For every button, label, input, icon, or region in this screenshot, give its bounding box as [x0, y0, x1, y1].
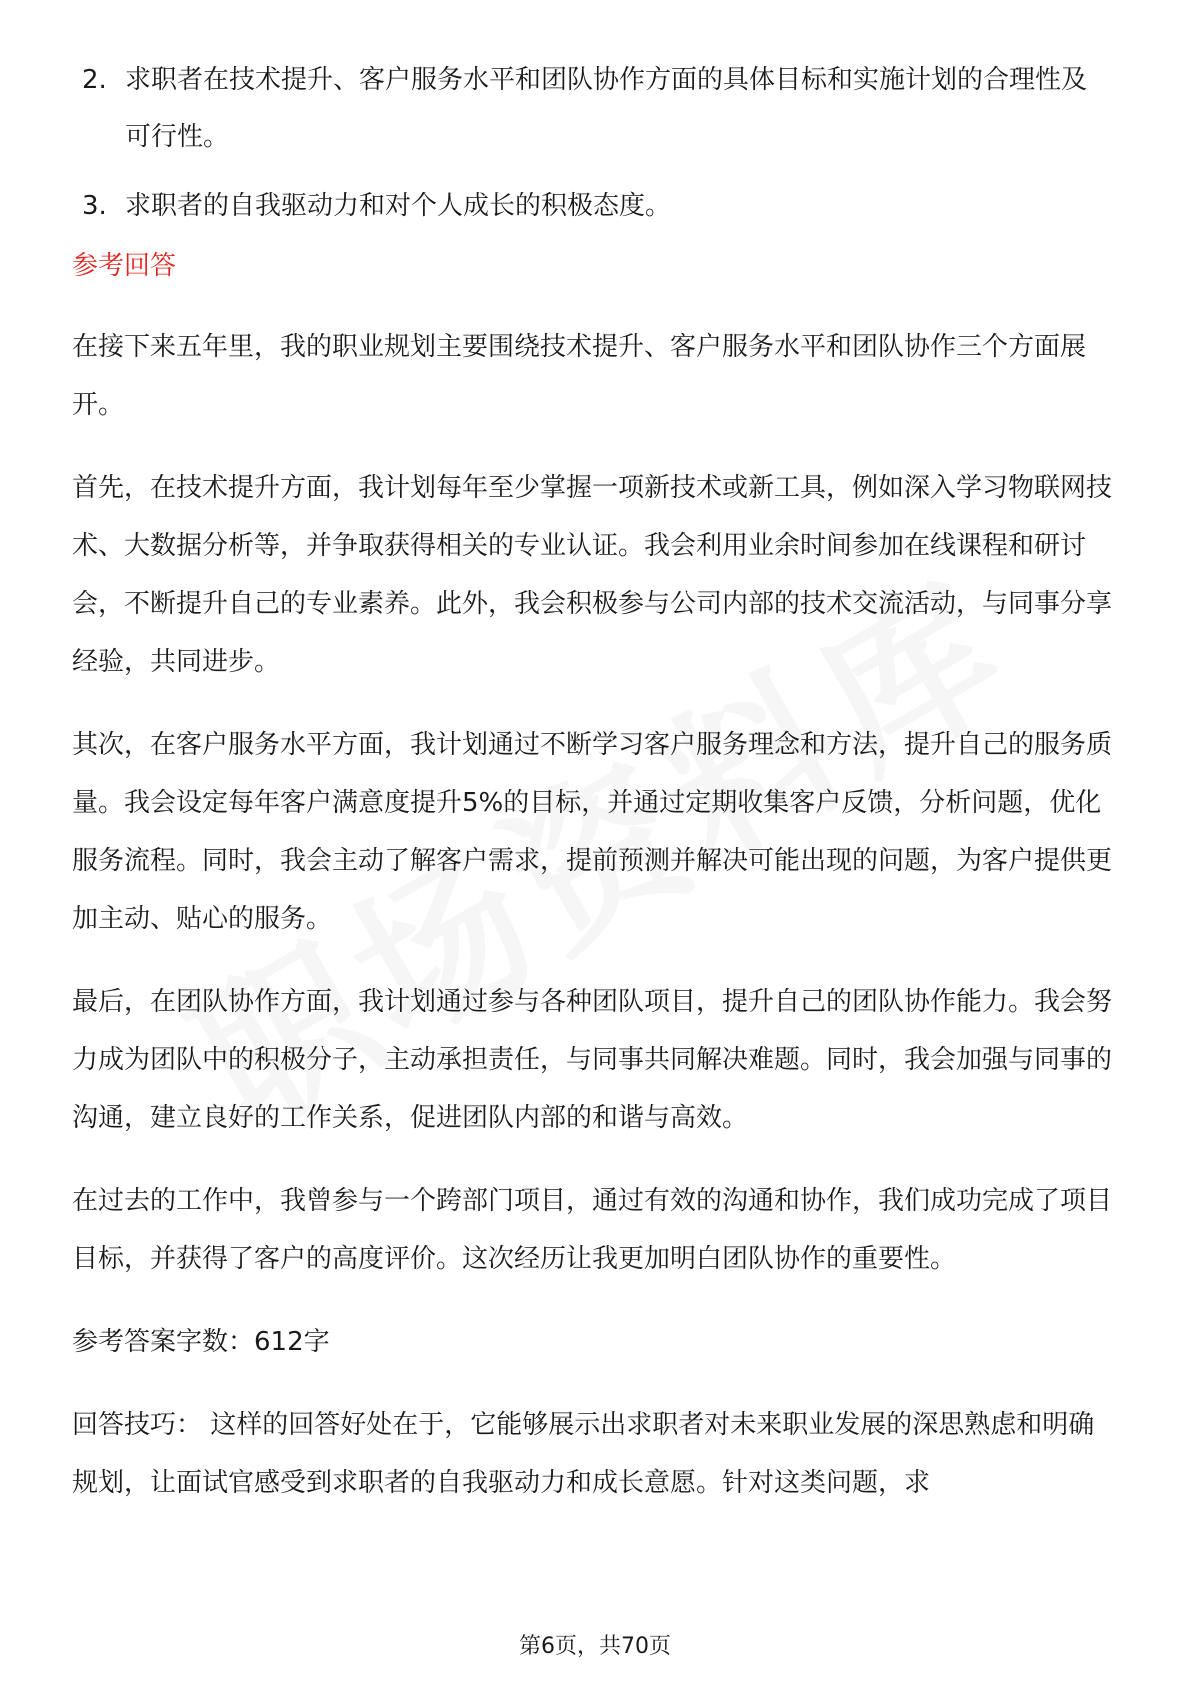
list-item — [0, 178, 1190, 235]
list-item — [0, 52, 1190, 166]
paragraph: 其次，在客户服务水平方面，我计划通过不断学习客户服务理念和方法，提升自己的服务质量。我会设定每年客户满意度提升5%的目标，并通过定期收集客户反馈，分析问题，优化服务流程。同时，我会主动了解客户需求，提前预测并解决可能出现的问题，为客户提供更加主动、贴心的服务。 — [72, 730, 1113, 934]
list-item-number: 3. — [82, 191, 107, 221]
list-item-text: 求职者的自我驱动力和对个人成长的积极态度。 — [125, 191, 672, 221]
paragraph: 在接下来五年里，我的职业规划主要围绕技术提升、客户服务水平和团队协作三个方面展开。 — [72, 332, 1087, 420]
answer-tips: 回答技巧： 这样的回答好处在于，它能够展示出求职者对未来职业发展的深思熟虑和明确规划，让面试官感受到求职者的自我驱动力和成长意愿。针对这类问题，求 — [72, 1410, 1095, 1498]
paragraph: 首先，在技术提升方面，我计划每年至少掌握一项新技术或新工具，例如深入学习物联网技术、大数据分析等，并争取获得相关的专业认证。我会利用业余时间参加在线课程和研讨会，不断提升自己的专业素养。此外，我会积极参与公司内部的技术交流活动，与同事分享经验，共同进步。 — [72, 473, 1113, 677]
answer-body — [72, 318, 1120, 1537]
paragraph: 最后，在团队协作方面，我计划通过参与各种团队项目，提升自己的团队协作能力。我会努力成为团队中的积极分子，主动承担责任，与同事共同解决难题。同时，我会加强与同事的沟通，建立良好的工作关系，促进团队内部的和谐与高效。 — [72, 987, 1113, 1133]
word-count: 参考答案字数：612字 — [72, 1327, 330, 1357]
criteria-list — [0, 52, 1190, 247]
paragraph: 在过去的工作中，我曾参与一个跨部门项目，通过有效的沟通和协作，我们成功完成了项目目标，并获得了客户的高度评价。这次经历让我更加明白团队协作的重要性。 — [72, 1186, 1113, 1274]
section-heading: 参考回答 — [72, 251, 177, 281]
list-item-text: 求职者在技术提升、客户服务水平和团队协作方面的具体目标和实施计划的合理性及可行性。 — [125, 65, 1088, 152]
list-item-number: 2. — [82, 65, 107, 95]
page-number: 第6页，共70页 — [519, 1634, 671, 1659]
